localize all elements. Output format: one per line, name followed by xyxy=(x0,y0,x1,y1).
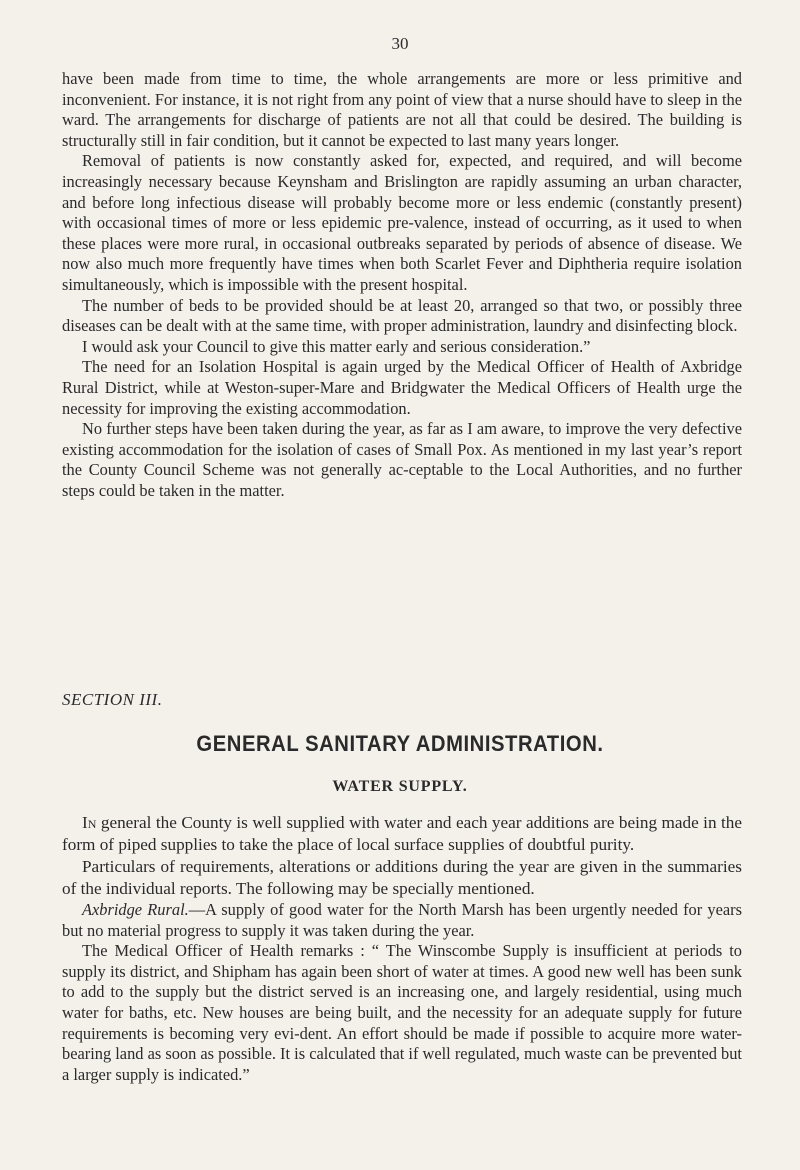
section-heading: GENERAL SANITARY ADMINISTRATION. xyxy=(196,731,604,756)
paragraph: The need for an Isolation Hospital is again urged by the Medical Officer of Health of Axbridge Rural District, while at Weston-super-Mare and Bridgwater the Medical Officers of Health urge the necessity for improving the existing accommodation. xyxy=(62,357,742,418)
page-number: 30 xyxy=(391,34,409,53)
paragraph xyxy=(62,900,742,941)
paragraph-text: general the County is well supplied with water and each year additions are being made in the form of piped supplies to take the place of local surface supplies of doubtful purity. xyxy=(62,813,742,854)
water-supply-text-block xyxy=(62,812,742,1085)
paragraph-lead: In xyxy=(82,813,97,832)
continued-text-block xyxy=(62,69,742,501)
section-label: SECTION III. xyxy=(62,690,163,709)
paragraph: Removal of patients is now constantly asked for, expected, and required, and will become increasingly necessary because Keynsham and Brislington are rapidly assuming an urban character, and before long infectious disease will probably become more or less endemic (constantly present) with occasional times of more or less epidemic pre-valence, instead of occurring, as it used to when these places were more rural, in occasional outbreaks separated by periods of absence of disease. We now also much more frequently have times when both Scarlet Fever and Diphtheria require isolation simultaneously, which is impossible with the present hospital. xyxy=(62,151,742,294)
paragraph: The Medical Officer of Health remarks : “ The Winscombe Supply is insufficient at periods to supply its district, and Shipham has again been short of water at times. A good new well has been sunk to add to the supply but the district served is an increasing one, and largely residential, using much water for baths, etc. New houses are being built, and the necessity for an adequate supply for future requirements is becoming very evi-dent. An effort should be made if possible to acquire more water-bearing land as soon as possible. It is calculated that if well regulated, much waste can be prevented but a larger supply is indicated.” xyxy=(62,941,742,1084)
paragraph xyxy=(62,812,742,856)
paragraph: I would ask your Council to give this matter early and serious consideration.” xyxy=(82,336,591,356)
paragraph: Particulars of requirements, alterations or additions during the year are given in the summaries of the individual reports. The following may be specially mentioned. xyxy=(62,857,742,898)
paragraph-text: —A supply of good water for the North Marsh has been urgently needed for years but no material progress to supply it was taken during the year. xyxy=(62,900,742,940)
paragraph: The number of beds to be provided should be at least 20, arranged so that two, or possibly three diseases can be dealt with at the same time, with proper administration, laundry and disinfecting block. xyxy=(62,295,742,336)
paragraph: No further steps have been taken during the year, as far as I am aware, to improve the very defective existing accommodation for the isolation of cases of Small Pox. As mentioned in my last year’s report the County Council Scheme was not generally ac-ceptable to the Local Authorities, and no further steps could be taken in the matter. xyxy=(62,419,742,500)
district-label: Axbridge Rural. xyxy=(82,900,189,919)
subsection-heading: WATER SUPPLY. xyxy=(332,778,468,795)
paragraph: have been made from time to time, the whole arrangements are more or less primitive and inconvenient. For instance, it is not right from any point of view that a nurse should have to sleep in the ward. The arrangements for discharge of patients are not all that could be desired. The building is structurally still in fair condition, but it cannot be expected to last many years longer. xyxy=(62,69,742,150)
